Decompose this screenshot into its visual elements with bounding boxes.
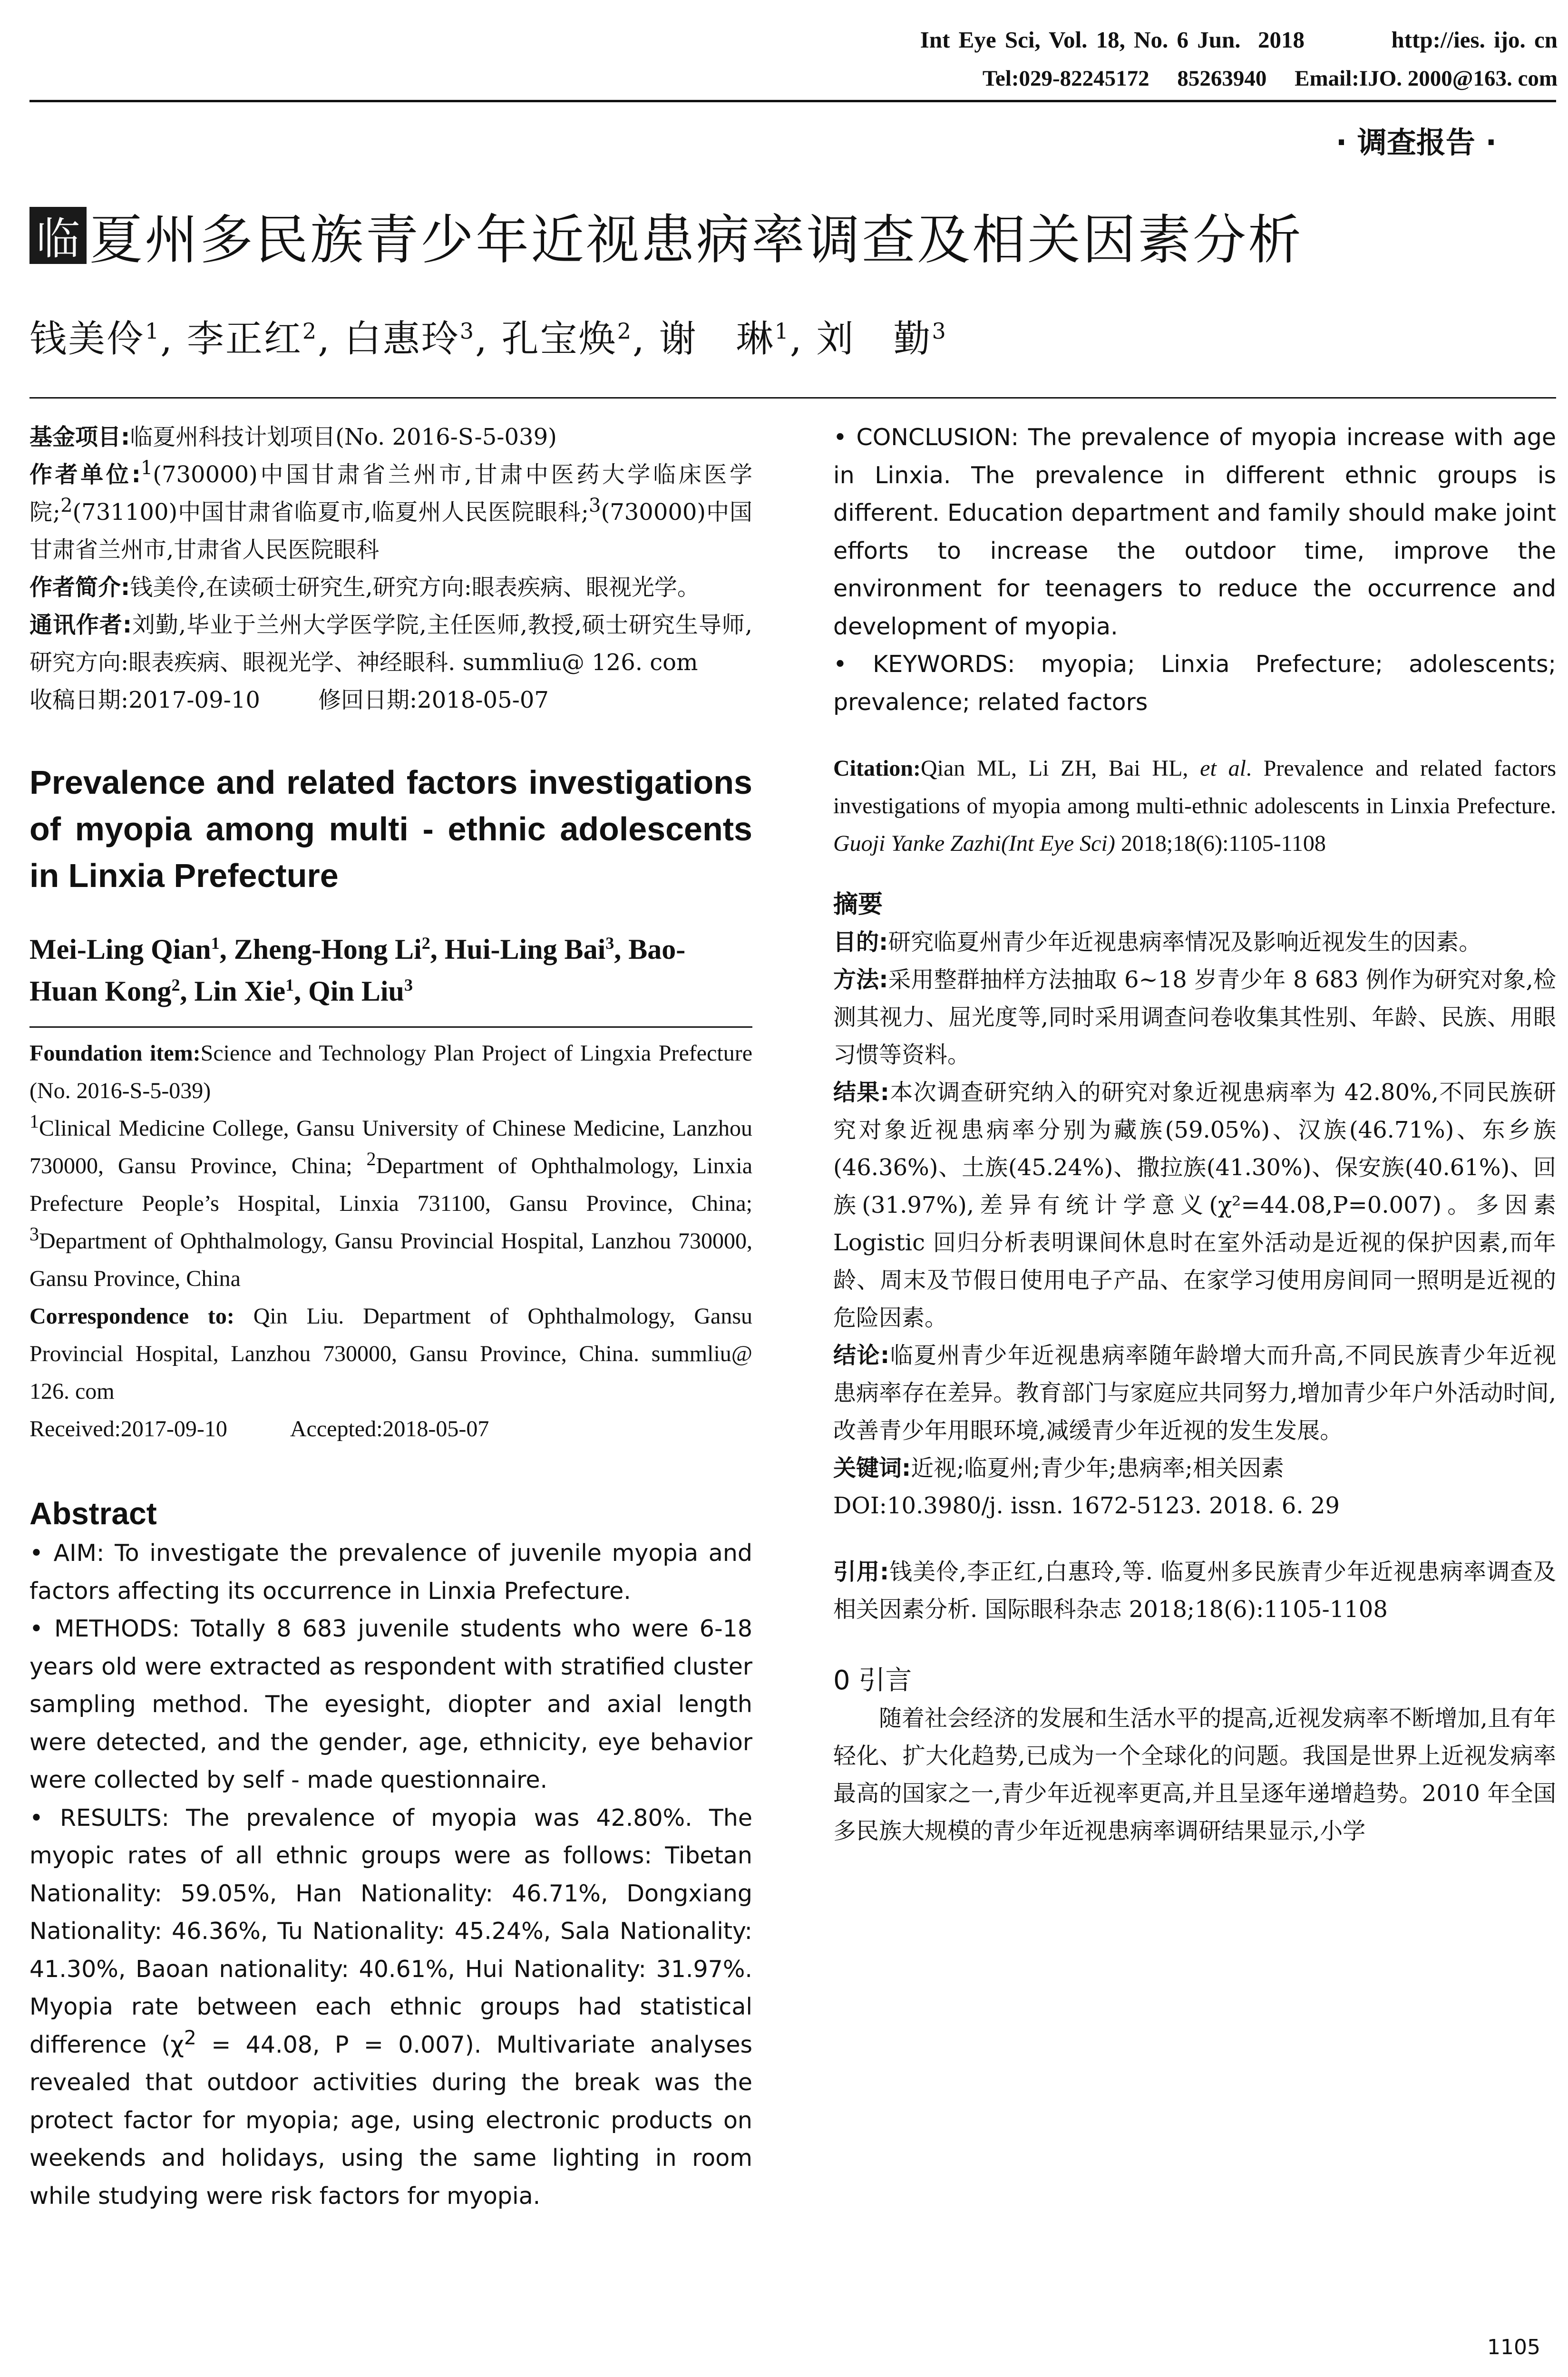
- dates-cn: 收稿日期:2017-09-10 修回日期:2018-05-07: [29, 687, 549, 713]
- foundation-en: Foundation item:Science and Technology Plan Project of Lingxia Prefecture (No. 2016-S-5-039): [29, 1041, 752, 1103]
- journal-header-line2: Tel:029-82245172 85263940 Email:IJO. 2000@163. com: [982, 66, 1558, 91]
- abstract-results: • RESULTS: The prevalence of myopia was 42.80%. The myopic rates of all ethnic groups were as follows: Tibetan Nationality: 59.05%, Han Nationality: 46.71%, Dongxiang Nationality: 46.36%, Tu Nationality: 45.24%, Sala Nationality: 41.30%, Baoan nationality: 40.61%, Hui Nationality: 31.97%. Myopia rate between each ethnic groups had statistical difference ($\chi^2 = 44.08$, P = 0.007). Multivariate analyses revealed that outdoor activities during the break was the protect factor for myopia; age, using electronic products on weekends and holidays, using the same lighting in room while studying were risk factors for myopia.: [29, 1804, 752, 2210]
- abstract-en: [29, 1534, 752, 2215]
- abstract-cn-heading: 摘要: [833, 890, 883, 919]
- author-intro-cn: 作者简介:钱美伶,在读硕士研究生,研究方向:眼表疾病、眼视光学。: [29, 574, 700, 601]
- intro-text: 随着社会经济的发展和生活水平的提高,近视发病率不断增加,且有年轻化、扩大化趋势,已成为一个全球化的问题。我国是世界上近视发病率最高的国家之一,青少年近视率更高,并且呈逐年递增趋势。2010 年全国多民族大规模的青少年近视患病率调研结果显示,小学: [833, 1705, 1556, 1844]
- abstract-methods: • METHODS: Totally 8 683 juvenile students who were 6-18 years old were extracted as respondent with stratified cluster sampling method. The eyesight, diopter and axial length were detected, and the gender, age, ethnicity, eye behavior were collected by self - made questionnaire.: [29, 1615, 752, 1793]
- article-title: [29, 200, 1303, 271]
- abstract-keywords: • KEYWORDS: myopia; Linxia Prefecture; adolescents; prevalence; related factors: [833, 651, 1556, 716]
- authors-cn: 钱美伶$^1$, 李正红$^2$, 白惠玲$^3$, 孔宝焕$^2$, 谢 琳$^1$, 刘 勤$^3$: [29, 318, 947, 360]
- abstract-cn-methods: 方法:采用整群抽样方法抽取 6~18 岁青少年 8 683 例作为研究对象,检测其视力、屈光度等,同时采用调查问卷收集其性别、年龄、民族、用眼习惯等资料。: [833, 966, 1556, 1068]
- citation-en: Citation:Qian ML, Li ZH, Bai HL, et al. Prevalence and related factors investigations of myopia among multi-ethnic adolescents in Linxia Prefecture. Guoji Yanke Zazhi(Int Eye Sci) 2018;18(6):1105-1108: [833, 756, 1556, 856]
- english-title: Prevalence and related factors investigations of myopia among multi - ethnic adolescents in Linxia Prefecture: [29, 764, 752, 894]
- dates-en: Received:2017-09-10 Accepted:2018-05-07: [29, 1416, 489, 1442]
- abstract-cn-conclusion: 结论:临夏州青少年近视患病率随年龄增大而升高,不同民族青少年近视患病率存在差异。教育部门与家庭应共同努力,增加青少年户外活动时间,改善青少年用眼环境,减缓青少年近视的发生发展。: [833, 1342, 1556, 1444]
- abstract-en-continued: [833, 419, 1556, 721]
- meta-en: [29, 1034, 752, 1448]
- abstract-heading: Abstract: [29, 1496, 157, 1531]
- page-number: 1105: [1487, 2335, 1540, 2359]
- authors-en: Mei-Ling Qian$^1$, Zheng-Hong Li$^2$, Hui-Ling Bai$^3$, Bao-Huan Kong$^2$, Lin Xie$^1$, Qin Liu$^3$: [29, 934, 686, 1007]
- abstract-cn-results: 结果:本次调查研究纳入的研究对象近视患病率为 42.80%,不同民族研究对象近视患病率分别为藏族(59.05%)、汉族(46.71%)、东乡族(46.36%)、土族(45.24%)、撒拉族(41.30%)、保安族(40.61%)、回族(31.97%),差异有统计学意义(χ²=44.08,P=0.007)。多因素 Logistic 回归分析表明课间休息时在室外活动是近视的保护因素,而年龄、周末及节假日使用电子产品、在家学习使用房间同一照明是近视的危险因素。: [833, 1079, 1556, 1331]
- correspondence-en: Correspondence to: Qin Liu. Department of Ophthalmology, Gansu Provincial Hospital, Lanzhou 730000, Gansu Province, China. summliu@ 126. com: [29, 1304, 752, 1404]
- corresponding-cn: 通讯作者:刘勤,毕业于兰州大学医学院,主任医师,教授,硕士研究生导师,研究方向:眼表疾病、眼视光学、神经眼科. summliu@ 126. com: [29, 612, 752, 676]
- section-label: · 调查报告 ·: [1335, 125, 1497, 160]
- abstract-cn-keywords: 关键词:近视;临夏州;青少年;患病率;相关因素: [833, 1455, 1284, 1481]
- meta-cn: [29, 419, 752, 719]
- title-text: 夏州多民族青少年近视患病率调查及相关因素分析: [89, 209, 1303, 271]
- abstract-cn: [833, 924, 1556, 1525]
- intro-heading: 0 引言: [833, 1665, 912, 1696]
- citation-cn: 引用:钱美伶,李正红,白惠玲,等. 临夏州多民族青少年近视患病率调查及相关因素分析. 国际眼科杂志 2018;18(6):1105-1108: [833, 1559, 1556, 1623]
- fund-cn: 基金项目:临夏州科技计划项目(No. 2016-S-5-039): [29, 424, 557, 450]
- journal-header-line1: Int Eye Sci, Vol. 18, No. 6 Jun. 2018 http://ies. ijo. cn: [920, 27, 1558, 53]
- affiliations-en: $^1$Clinical Medicine College, Gansu University of Chinese Medicine, Lanzhou 730000, Gansu Province, China; $^2$Department of Ophthalmology, Linxia Prefecture People’s Hospital, Linxia 731100, Gansu Province, China; $^3$Department of Ophthalmology, Gansu Provincial Hospital, Lanzhou 730000, Gansu Province, China: [29, 1111, 752, 1291]
- header-rule: [29, 100, 1556, 102]
- right-column: [833, 419, 1556, 2326]
- title-first-char: 临: [29, 207, 87, 264]
- abstract-cn-aim: 目的:研究临夏州青少年近视患病率情况及影响近视发生的因素。: [833, 929, 1482, 955]
- units-cn: 作者单位:$^1$(730000)中国甘肃省兰州市,甘肃中医药大学临床医学院;$^2$(731100)中国甘肃省临夏市,临夏州人民医院眼科;$^3$(730000)中国甘肃省兰州市,甘肃省人民医院眼科: [29, 457, 752, 563]
- abstract-conclusion: • CONCLUSION: The prevalence of myopia increase with age in Linxia. The prevalence in different ethnic groups is different. Education department and family should make joint efforts to increase the outdoor time, improve the environment for teenagers to reduce the occurrence and development of myopia.: [833, 424, 1556, 640]
- authors-rule: [29, 397, 1556, 399]
- abstract-aim: • AIM: To investigate the prevalence of juvenile myopia and factors affecting its occurrence in Linxia Prefecture.: [29, 1539, 752, 1605]
- left-column: [29, 419, 752, 2326]
- doi: DOI:10.3980/j. issn. 1672-5123. 2018. 6. 29: [833, 1492, 1340, 1519]
